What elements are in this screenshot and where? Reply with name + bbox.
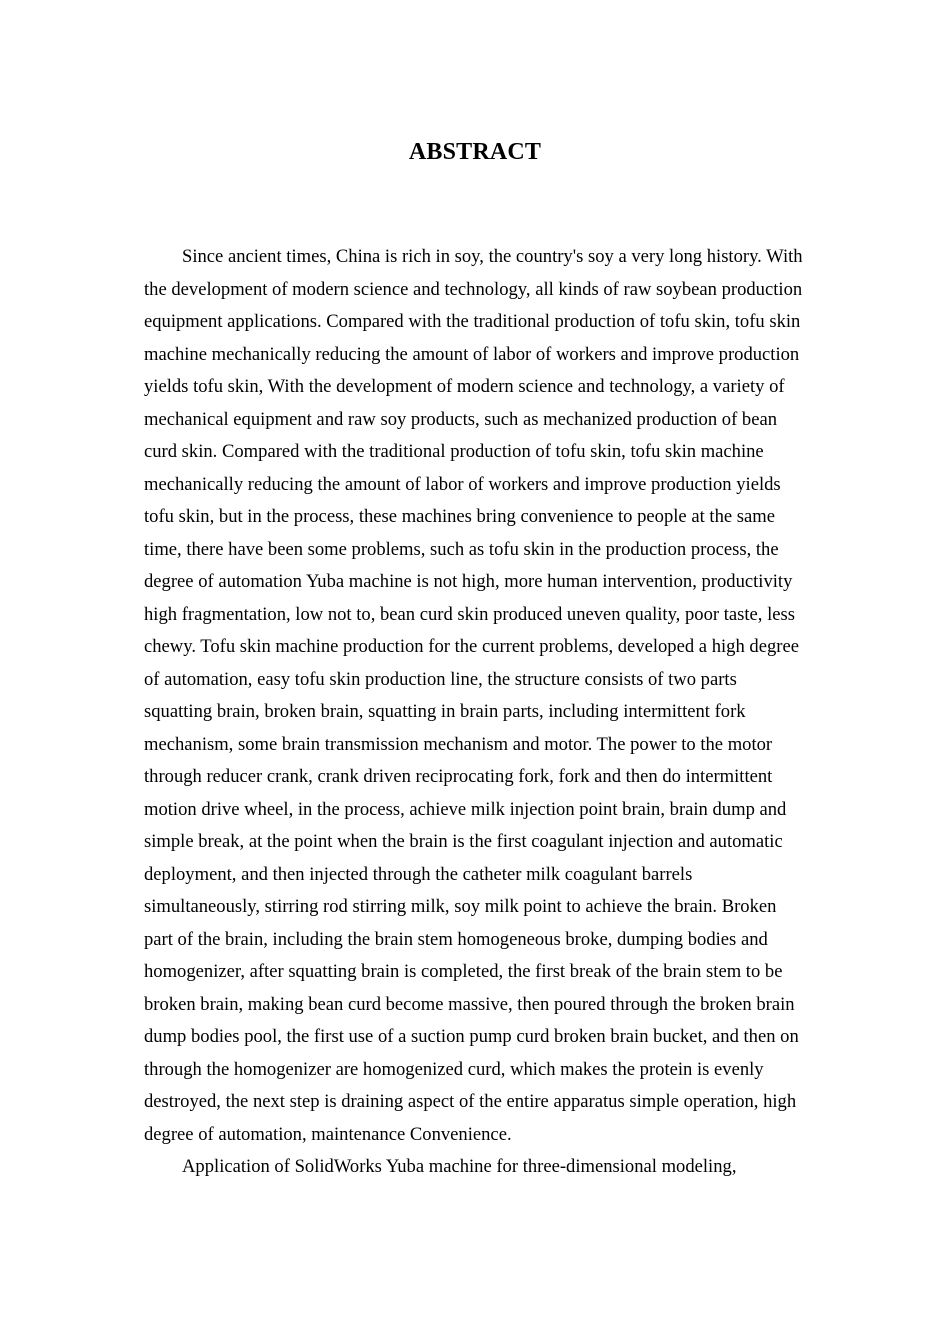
abstract-paragraph-1: Since ancient times, China is rich in soy, the country's soy a very long history. With the development of modern science and technology, all kinds of raw soybean production equipment applications. Compared with the traditional production of tofu skin, tofu skin machine mechanically reducing the amount of labor of workers and improve production yields tofu skin, With the development of modern science and technology, a variety of mechanical equipment and raw soy products, such as mechanized production of bean curd skin. Compared with the traditional production of tofu skin, tofu skin machine mechanically reducing the amount of labor of workers and improve production yields tofu skin, but in the process, these machines bring convenience to people at the same time, there have been some problems, such as tofu skin in the production process, the degree of automation Yuba machine is not high, more human intervention, productivity high fragmentation, low not to, bean curd skin produced uneven quality, poor taste, less chewy. Tofu skin machine production for the current problems, developed a high degree of automation, easy tofu skin production line, the structure consists of two parts squatting brain, broken brain, squatting in brain parts, including intermittent fork mechanism, some brain transmission mechanism and motor. The power to the motor through reducer crank, crank driven reciprocating fork, fork and then do intermittent motion drive wheel, in the process, achieve milk injection point brain, brain dump and simple break, at the point when the brain is the first coagulant injection and automatic deployment, and then injected through the catheter milk coagulant barrels simultaneously, stirring rod stirring milk, soy milk point to achieve the brain. Broken part of the brain, including the brain stem homogeneous broke, dumping bodies and homogenizer, after squatting brain is completed, the first break of the brain stem to be broken brain, making bean curd become massive, then poured through the broken brain dump bodies pool, the first use of a suction pump curd broken brain bucket, and then on through the homogenizer are homogenized curd, which makes the protein is evenly destroyed, the next step is draining aspect of the entire apparatus simple operation, high degree of automation, maintenance Convenience. bbox=[144, 246, 803, 1145]
abstract-title: ABSTRACT bbox=[408, 139, 542, 165]
abstract-paragraph-2: Application of SolidWorks Yuba machine for three-dimensional modeling, bbox=[182, 1156, 737, 1177]
abstract-body bbox=[144, 241, 806, 1184]
